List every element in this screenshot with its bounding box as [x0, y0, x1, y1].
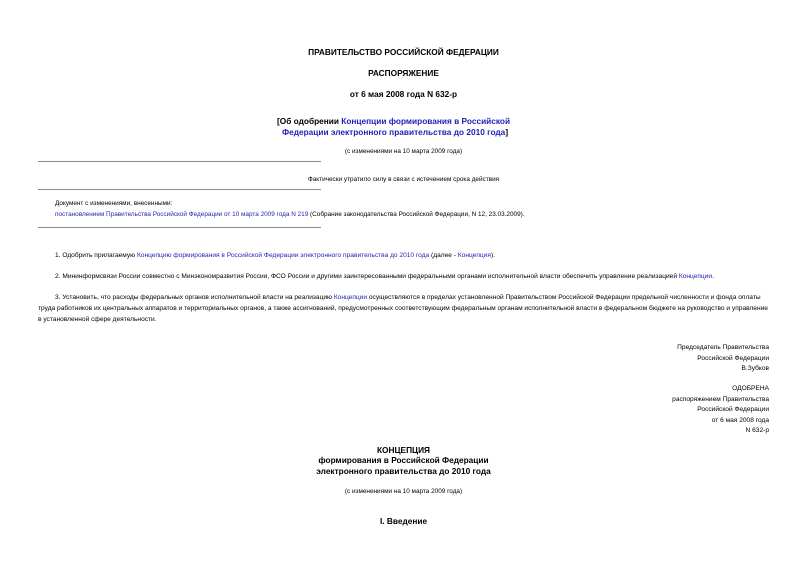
concept-link[interactable]: Концепции	[678, 273, 713, 280]
divider	[38, 227, 321, 228]
amendment-source: (Собрание законодательства Российской Федерации, N 12, 23.03.2009).	[308, 211, 525, 218]
approval-date: от 6 мая 2008 года	[711, 416, 769, 424]
title-suffix: ]	[505, 127, 509, 137]
signature-block	[677, 343, 769, 375]
approval-heading: ОДОБРЕНА	[732, 385, 769, 392]
divider	[38, 189, 321, 190]
paragraph-text: ).	[490, 252, 495, 259]
paragraph-text: осуществляются в пределах установленной Правительством Российской Федерации предельной численности и фонда оплаты труда работников их центральных аппаратов и территориальных органов, а также ассигнований, предусмотренных соответствующим федеральным органам исполнительной власти в федеральном бюджете на руководство и управление в установленной сфере деятельности.	[38, 294, 768, 323]
signature-org: Российской Федерации	[697, 354, 769, 362]
concept-title-link-2[interactable]: Федерации электронного правительства до 2010 года	[282, 127, 506, 137]
paragraph-text: 1. Одобрить прилагаемую	[55, 252, 137, 259]
divider	[38, 161, 321, 162]
paragraph-1	[55, 250, 769, 261]
concept-title: КОНЦЕПЦИЯ	[376, 445, 431, 455]
government-heading: ПРАВИТЕЛЬСТВО РОССИЙСКОЙ ФЕДЕРАЦИИ	[308, 47, 499, 57]
document-title-line2	[282, 127, 508, 137]
concept-changes-note: (с изменениями на 10 марта 2009 года)	[344, 488, 463, 495]
paragraph-text: 2. Мининформсвязи России совместно с Минэкономразвития России, ФСО России и другими заинтересованными федеральными органами исполнительной власти обеспечить управление реализацией	[55, 273, 679, 280]
concept-subtitle-2: электронного правительства до 2010 года	[316, 466, 491, 476]
paragraph-3	[38, 292, 769, 325]
changes-note: (с изменениями на 10 марта 2009 года)	[344, 148, 463, 155]
approval-block	[672, 384, 769, 437]
amendment-decree-link[interactable]: постановлением Правительства Российской Федерации от 10 марта 2009 года N 219	[55, 211, 309, 218]
status-text: Фактически утратило силу в связи с истечением срока действия	[307, 176, 500, 183]
approval-line: Российской Федерации	[697, 406, 769, 413]
amendments-intro: Документ с изменениями, внесенными:	[55, 200, 173, 207]
signature-name: В.Зубков	[741, 365, 769, 372]
document-title-line1	[277, 116, 510, 126]
title-prefix: [Об одобрении	[277, 116, 342, 126]
document-type: РАСПОРЯЖЕНИЕ	[368, 68, 439, 78]
paragraph-2	[55, 271, 769, 282]
approval-line: распоряжением Правительства	[672, 395, 769, 403]
approval-number: N 632-р	[745, 427, 769, 434]
paragraph-text: (далее -	[429, 252, 458, 259]
concept-short-link[interactable]: Концепция	[457, 252, 491, 259]
concept-link[interactable]: Концепции	[333, 294, 368, 301]
paragraph-text: 3. Установить, что расходы федеральных органов исполнительной власти на реализацию	[55, 294, 334, 301]
date-number: от 6 мая 2008 года N 632-р	[349, 89, 458, 99]
concept-title-link[interactable]: Концепции формирования в Российской	[341, 116, 511, 126]
section-heading: I. Введение	[379, 516, 428, 526]
paragraph-text: .	[712, 273, 714, 280]
signature-position: Председатель Правительства	[677, 344, 769, 351]
amendments-line	[55, 211, 525, 218]
concept-subtitle: формирования в Российской Федерации	[318, 455, 489, 465]
concept-link[interactable]: Концепцию формирования в Российской Федерации электронного правительства до 2010 года	[136, 252, 430, 259]
